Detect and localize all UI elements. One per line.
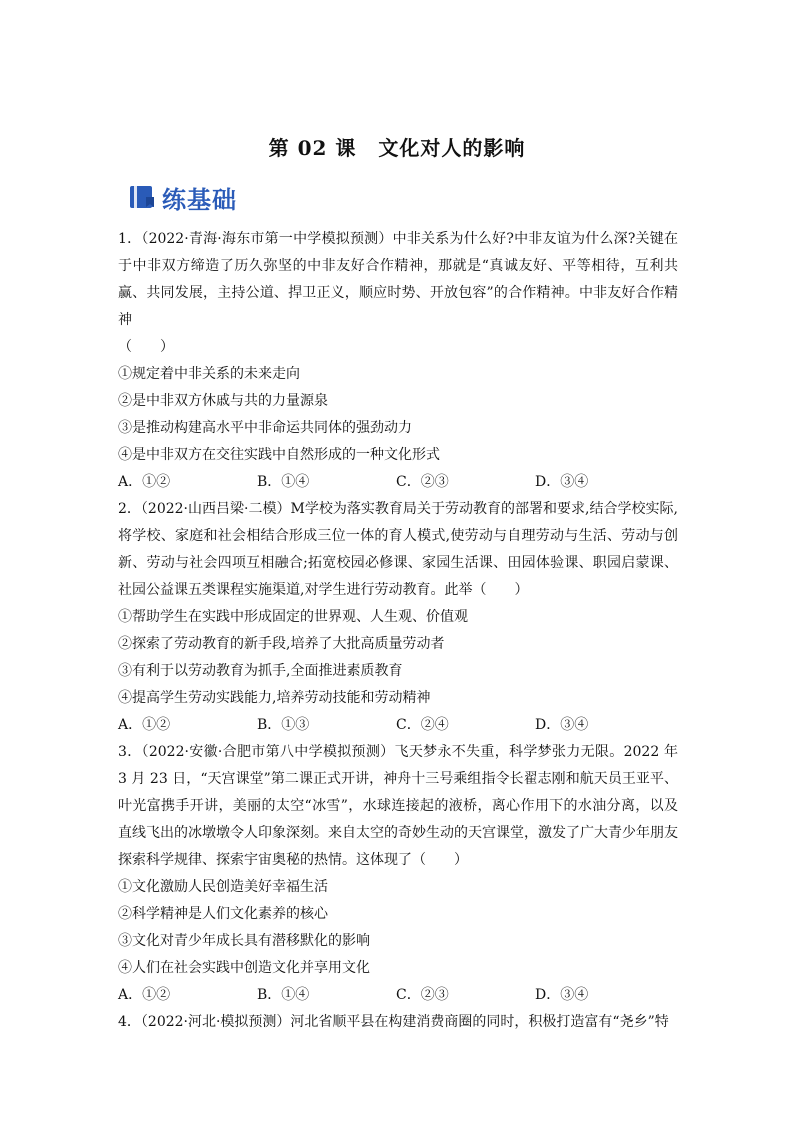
option: ①文化激励人民创造美好幸福生活 [118,879,328,895]
question-stem: 4．（2022·河北·模拟预测）河北省顺平县在构建消费商圈的同时，积极打造富有“尧乡”特 [118,1014,669,1030]
choice-a: A．①② [118,987,171,1003]
section-header [128,180,237,214]
choice-a: A．①② [118,474,171,490]
lesson-name: 文化对人的影响 [378,136,526,160]
choice-a: A．①② [118,717,171,733]
choice-d: D．③④ [535,987,589,1003]
option: ③是推动构建高水平中非命运共同体的强劲动力 [118,420,412,436]
option: ②科学精神是人们文化素养的核心 [118,906,328,922]
question-stem: 3．（2022·安徽·合肥市第八中学模拟预测）飞天梦永不失重，科学梦张力无限。2022 年 3 月 23 日，“天宫课堂”第二课正式开讲，神舟十三号乘组指令长翟志刚和航天员王亚平、叶光富携手开讲，美丽的太空“冰雪”，水球连接起的液桥，离心作用下的水油分离，以及直线飞出的冰墩墩令人印象深刻。来自太空的奇妙生动的天宫课堂，激发了广大青少年朋友探索科学规律、探索宇宙奥秘的热情。这体现了（ ） [118,744,678,868]
answer-bracket: （ ） [118,339,174,355]
option: ③有利于以劳动教育为抓手,全面推进素质教育 [118,663,403,679]
question-list [118,226,678,1036]
option: ③文化对青少年成长具有潜移默化的影响 [118,933,370,949]
choice-b: B．①④ [257,987,310,1003]
option: ②探索了劳动教育的新手段,培养了大批高质量劳动者 [118,636,445,652]
question-stem: 2．（2022·山西吕梁·二模）M学校为落实教育局关于劳动教育的部署和要求,结合学校实际,将学校、家庭和社会相结合形成三位一体的育人模式,使劳动与自理劳动与生活、劳动与创新、劳动与社会四项互相融合;拓宽校园必修课、家园生活课、田园体验课、职园启蒙课、社园公益课五类课程实施渠道,对学生进行劳动教育。此举（ ） [118,501,678,598]
answer-choices [118,982,678,1009]
choice-c: C．②③ [396,987,449,1003]
option: ④人们在社会实践中创造文化并享用文化 [118,960,370,976]
choice-d: D．③④ [535,474,589,490]
section-label: 练基础 [162,185,237,214]
book-icon [128,183,156,211]
question-2 [118,496,678,739]
choice-b: B．①③ [257,717,310,733]
question-3 [118,739,678,1009]
option: ①帮助学生在实践中形成固定的世界观、人生观、价值观 [118,609,468,625]
option: ②是中非双方休戚与共的力量源泉 [118,393,328,409]
page-title [0,132,794,161]
choice-b: B．①④ [257,474,310,490]
answer-choices [118,469,678,496]
choice-d: D．③④ [535,717,589,733]
question-1 [118,226,678,496]
question-4 [118,1009,678,1036]
option: ④提高学生劳动实践能力,培养劳动技能和劳动精神 [118,690,431,706]
option: ①规定着中非关系的未来走向 [118,366,300,382]
choice-c: C．②③ [396,474,449,490]
choice-c: C．②④ [396,717,449,733]
lesson-number: 第 02 课 [268,136,357,160]
option: ④是中非双方在交往实践中自然形成的一种文化形式 [118,447,440,463]
question-stem: 1．（2022·青海·海东市第一中学模拟预测）中非关系为什么好?中非友谊为什么深?关键在于中非双方缔造了历久弥坚的中非友好合作精神，那就是“真诚友好、平等相待，互利共赢、共同发展，主持公道、捍卫正义，顺应时势、开放包容”的合作精神。中非友好合作精神 [118,231,678,328]
answer-choices [118,712,678,739]
